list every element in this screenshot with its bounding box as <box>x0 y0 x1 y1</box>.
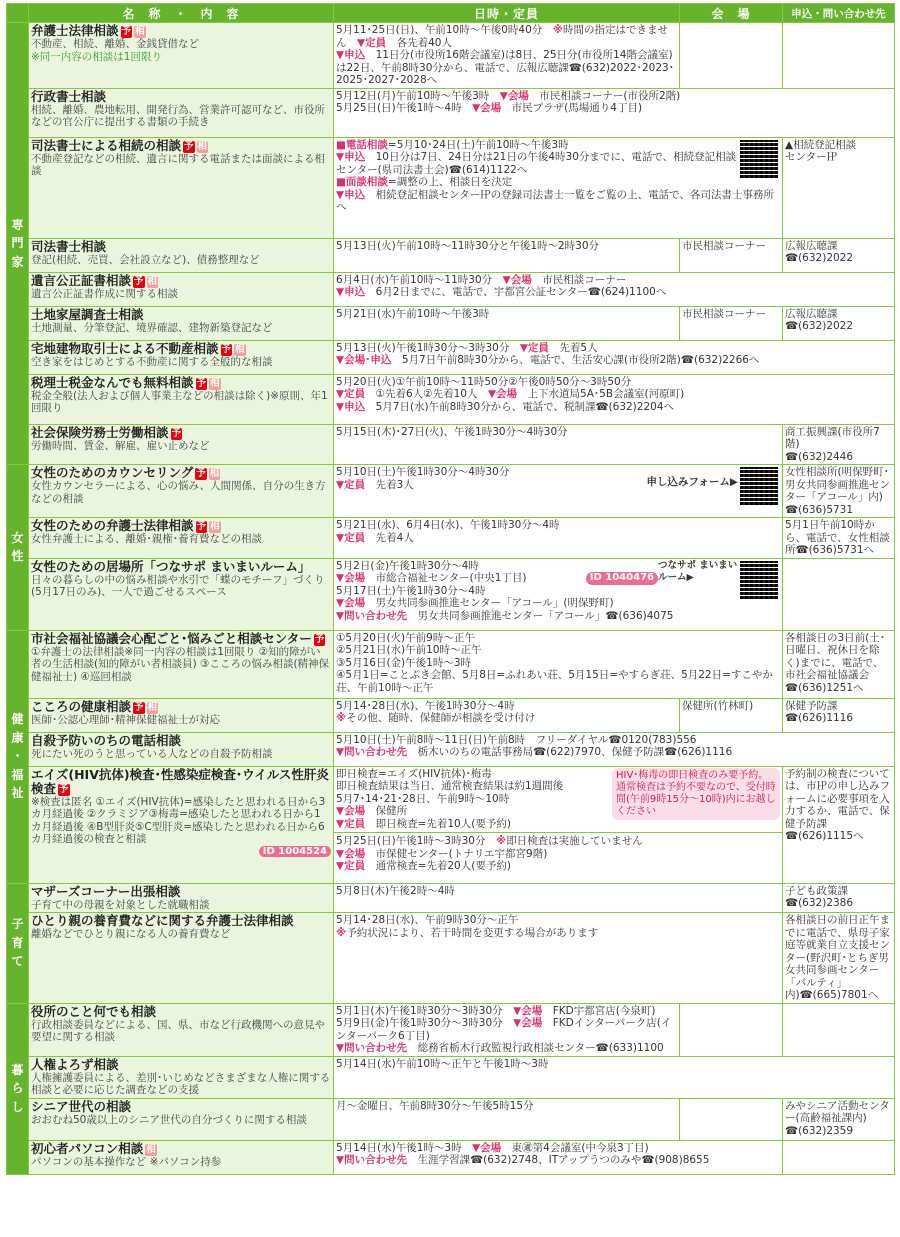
qr-code-icon[interactable] <box>740 140 778 178</box>
form-link[interactable]: 申し込みフォーム▶ <box>646 476 738 488</box>
row-contact-cell <box>783 306 895 340</box>
row-desc: 不動産、相続、離婚、金銭貸借など <box>31 38 199 50</box>
contact-line: 予約制の検査については、市㏋の申し込みフォームに必要事項を入力するか、電話で、保健予防課☎(626)1115へ <box>785 767 890 842</box>
row-name-cell <box>29 732 334 766</box>
row-detail-cell <box>334 1056 895 1098</box>
row-contact-cell <box>783 766 895 883</box>
qr-code-icon[interactable] <box>740 467 778 505</box>
header-venue: 会 場 <box>680 4 783 23</box>
header-blank <box>7 4 29 23</box>
row-title-text: 女性のための弁護士法律相談 <box>31 518 194 533</box>
reservation-badge: 予 <box>196 521 207 532</box>
contact-line: ▲相続登記相談 <box>785 138 857 151</box>
row-name-cell <box>29 306 334 340</box>
row-title-text: 行政書士相談 <box>31 88 107 104</box>
category-josei <box>7 465 29 631</box>
detail-line: 5月11･25日(日)、午前10時～午後0時40分 ※時間の指定はできません ▼定員 各先着40人 <box>336 24 668 49</box>
contact-line: ☎(632)2359 <box>785 1124 854 1137</box>
consult-badge: 相 <box>210 521 220 532</box>
category-kurashi <box>7 1003 29 1174</box>
detail-line: 5月21日(水)午前10時～午後3時 <box>336 307 490 320</box>
reservation-badge: 予 <box>184 140 194 152</box>
row-name-cell <box>29 630 334 698</box>
detail-line: 5月15日(木)･27日(火)、午後1時30分～4時30分 <box>336 425 568 438</box>
table-row <box>7 306 895 340</box>
consult-badge: 相 <box>135 26 145 37</box>
row-title-text: 人権よろず相談 <box>31 1056 119 1072</box>
row-desc: 行政相談委員などによる、国、県、市など行政機関への意見や要望に関する相談 <box>31 1018 325 1043</box>
row-title <box>31 139 331 153</box>
consult-badge: 相 <box>235 343 245 355</box>
row-desc: 土地測量、分筆登記、境界確認、建物新築登記など <box>31 321 273 334</box>
reservation-badge: 予 <box>171 427 182 439</box>
category-char: 性 <box>11 549 24 564</box>
row-name-cell <box>29 913 334 1004</box>
row-title <box>31 768 331 796</box>
detail-line: ▼会場･申込 5月7日午前8時30分から、電話で、生活安心課(市役所2階)☎(632)2266へ <box>336 354 760 366</box>
row-detail-cell <box>334 766 783 883</box>
row-contact-cell <box>783 698 895 732</box>
row-venue-cell <box>680 1098 783 1140</box>
category-char: 育 <box>11 935 24 950</box>
row-venue-cell: 市民相談コーナー <box>680 238 783 272</box>
table-row <box>7 883 895 913</box>
row-name-cell <box>29 23 334 89</box>
row-title <box>31 240 331 254</box>
row-name-cell <box>29 1140 334 1174</box>
detail-line: 5月10日(土)午前8時～11日(日)午前8時 フリーダイヤル☎0120(783)556 <box>336 733 697 746</box>
row-contact-cell <box>783 238 895 272</box>
row-desc: 空き家をはじめとする不動産に関する全般的な相談 <box>31 355 273 368</box>
detail-line: 5月8日(木)午後2時～4時 <box>336 884 455 897</box>
row-title <box>31 274 331 288</box>
contact-line: ☎(632)2022 <box>785 320 854 332</box>
row-title <box>31 426 331 440</box>
row-name-cell <box>29 883 334 913</box>
detail-line: 5月25日(日)午後1時～4時 ▼会場 市民プラザ(馬場通り4丁目) <box>336 102 643 114</box>
row-title-text: 土地家屋調査士相談 <box>31 306 144 322</box>
table-row <box>7 340 895 374</box>
row-contact-cell <box>783 1003 895 1056</box>
category-char: 門 <box>11 236 24 251</box>
contact-line: 女性相談所(明保野町･男女共同参画推進センター「アコール」内) <box>785 466 890 503</box>
detail-line: 5月21日(水)、6月4日(水)、午後1時30分～4時 <box>336 519 560 531</box>
reservation-badge: 予 <box>134 701 144 713</box>
row-detail-cell <box>334 465 783 518</box>
contact-line: センター㏋ <box>785 151 838 163</box>
detail-line: 6月4日(水)午前10時～11時30分 ▼会場 市民相談コーナー <box>336 273 627 286</box>
row-title-text: 社会保険労務士労働相談 <box>31 424 169 440</box>
table-row <box>7 558 895 630</box>
table-row <box>7 1056 895 1098</box>
detail-line: ■面談相談=調整の上、相談日を決定 <box>336 176 513 188</box>
detail-line: 5月12日(月)午前10時～午後3時 ▼会場 市民相談コーナー(市役所2階) <box>336 89 681 102</box>
detail-line: ▼定員 即日検査=先着10人(要予約) <box>336 817 511 830</box>
row-desc: 離婚などでひとり親になる人の養育費など <box>31 928 231 940</box>
row-title-text: 宅地建物取引士による不動産相談 <box>31 340 219 356</box>
category-char: ・ <box>11 749 24 764</box>
row-desc: 子育て中の母親を対象とした就職相談 <box>31 898 210 911</box>
row-title <box>31 342 331 356</box>
detail-line: ▼申込 5月7日(水)午前8時30分から、電話で、税制課☎(632)2204へ <box>336 400 674 413</box>
row-title <box>31 466 331 480</box>
row-desc: おおむね50歳以上のシニア世代の自分づくりに関する相談 <box>31 1113 307 1126</box>
row-name-cell <box>29 518 334 559</box>
detail-line: ▼問い合わせ先 男女共同参画推進センター「アコール」☎(636)4075 <box>336 609 674 622</box>
detail-line: 5月25日(日)午後1時～3時30分 ※即日検査は実施していません <box>336 835 643 847</box>
category-char: 健 <box>11 712 24 727</box>
contact-line: 5月1日午前10時から、電話で、女性相談所☎(636)5731へ <box>785 519 890 556</box>
consult-badge: 相 <box>197 140 208 152</box>
table-row <box>7 630 895 698</box>
row-venue-cell <box>680 1003 783 1056</box>
detail-line: ▼申込 6月2日までに、電話で、宇都宮公証センター☎(624)1100へ <box>336 286 667 298</box>
detail-divider <box>334 832 782 833</box>
row-desc: 登記(相続、売買、会社設立など)、債務整理など <box>31 253 260 266</box>
row-title-text: 司法書士相談 <box>31 238 107 254</box>
detail-line: ▼申込 10日分は7日、24日分は21日の午後4時30分までに、電話で、相続登記相談センター(県司法書士会)☎(614)1122へ <box>336 151 737 176</box>
row-detail-cell <box>334 424 783 465</box>
contact-line: みやシニア活動センター(高齢福祉課内) <box>785 1099 890 1124</box>
row-detail-cell <box>334 1140 783 1174</box>
detail-line: ▼会場 保健所 <box>336 805 408 817</box>
detail-line: ▼問い合わせ先 総務省栃木行政監視行政相談センター☎(633)1100 <box>336 1042 664 1054</box>
category-char: し <box>11 1099 24 1114</box>
row-desc: 死にたい死のうと思っている人などの自殺予防相談 <box>31 747 273 760</box>
row-detail-cell <box>334 630 783 698</box>
consultation-table <box>6 3 895 1175</box>
detail-line: ▼問い合わせ先 栃木いのちの電話事務局☎(622)7970、保健予防課☎(626)1116 <box>336 746 733 758</box>
row-detail-cell <box>334 340 895 374</box>
row-contact-cell <box>783 1140 895 1174</box>
detail-line: 5月9日(金)午後1時30分～3時30分 ▼会場 FKDインターパーク店(インターパーク6丁目) <box>336 1017 672 1042</box>
table-row <box>7 518 895 559</box>
contact-line: 広報広聴課 <box>785 307 838 320</box>
row-title <box>31 560 331 574</box>
row-detail-cell <box>334 272 895 306</box>
row-title-text: 自殺予防いのちの電話相談 <box>31 732 182 748</box>
row-desc: 労働時間、賃金、解雇、雇い止めなど <box>31 439 210 452</box>
row-contact-cell <box>783 883 895 913</box>
table-row <box>7 238 895 272</box>
row-contact-cell <box>783 518 895 559</box>
row-title <box>31 90 331 104</box>
category-char: ら <box>11 1081 24 1096</box>
table-row <box>7 766 895 883</box>
row-desc: 人権擁護委員による、差別･いじめなどさまざまな人権に関する相談と必要に応じた調査などの支援 <box>31 1071 331 1096</box>
reservation-badge: 予 <box>59 783 69 795</box>
detail-line: 5月14･28日(水)、午前9時30分～正午 <box>336 914 519 926</box>
detail-line: ③5月16日(金)午後1時～3時 <box>336 656 472 669</box>
row-detail-cell <box>334 913 783 1004</box>
qr-code-icon[interactable] <box>740 561 778 599</box>
reservation-badge: 予 <box>121 26 132 37</box>
detail-line: ※予約状況により、若干時間を変更する場合があります <box>336 926 599 939</box>
row-title-text: 税理士税金なんでも無料相談 <box>31 374 194 390</box>
row-detail-cell <box>334 1003 680 1056</box>
row-title-text: 弁護士法律相談 <box>31 23 119 38</box>
row-desc-note: ※同一内容の相談は1回限り <box>31 50 162 63</box>
row-detail-cell <box>334 558 783 630</box>
category-char: 専 <box>11 217 24 232</box>
category-char: 暮 <box>11 1062 24 1077</box>
detail-line: ▼会場 男女共同参画推進センター「アコール」(明保野町) <box>336 597 614 609</box>
row-title-text: 役所のこと何でも相談 <box>31 1003 157 1019</box>
row-name-cell <box>29 1003 334 1056</box>
row-name-cell <box>29 558 334 630</box>
table-row <box>7 1098 895 1140</box>
row-desc: 税金全般(法人および個人事業主などの相談は除く)※原則、年1回限り <box>31 389 328 414</box>
row-contact-cell <box>783 137 895 238</box>
reservation-badge: 予 <box>134 275 144 287</box>
header-datetime: 日時・定員 <box>334 4 680 23</box>
table-row <box>7 1003 895 1056</box>
row-desc: ①弁護士の法律相談※同一内容の相談は1回限り ②知的障がい者の生活相談(知的障がい者相談員) ③こころの悩み相談(精神保健福祉士) ④巡回相談 <box>31 645 330 683</box>
row-title-text: シニア世代の相談 <box>31 1098 132 1114</box>
detail-line: 5月13日(火)午後1時30分～3時30分 ▼定員 先着5人 <box>336 341 598 354</box>
table-row <box>7 465 895 518</box>
detail-line: 即日検査結果は当日、通常検査結果は約1週間後 <box>336 780 564 792</box>
page-id-badge: ID 1040476 <box>586 572 658 585</box>
row-venue-cell: 市民相談コーナー <box>680 306 783 340</box>
reservation-badge: 予 <box>196 377 207 389</box>
detail-line: ④5月1日=ことぶき会館、5月8日=ふれあい荘、5月15日=やすらぎ荘、5月22日=すこやか荘、午前10時～正午 <box>336 669 773 694</box>
row-detail-cell <box>334 698 680 732</box>
row-contact-cell <box>783 424 895 465</box>
row-desc: 日々の暮らしの中の悩み相談や水引で「蝶のモチーフ」づくり(5月17日のみ)、一人で過ごせるスペース <box>31 573 325 598</box>
detail-line: 月～金曜日、午前8時30分～午後5時15分 <box>336 1099 534 1112</box>
detail-line: ▼申込 11日分(市役所16階会議室)は8日、25日分(市役所14階会議室)は22日、午前8時30分から、電話で、広報広聴課☎(632)2022･2023･2025･2027･2028へ <box>336 49 674 86</box>
row-contact-cell <box>783 465 895 518</box>
table-row <box>7 23 895 89</box>
detail-line: 5月7･14･21･28日、午前9時～10時 <box>336 792 510 805</box>
row-title <box>31 885 331 899</box>
category-char: 康 <box>11 730 24 745</box>
detail-line: ▼定員 通常検査=先着20人(要予約) <box>336 860 511 872</box>
consult-badge: 相 <box>147 275 158 287</box>
consult-badge: 相 <box>210 377 220 389</box>
detail-line: ▼問い合わせ先 生涯学習課☎(632)2748、ITアップうつのみや☎(908)8655 <box>336 1154 710 1166</box>
detail-line: ①5月20日(火)午前9時～正午 <box>336 631 475 644</box>
table-row <box>7 137 895 238</box>
row-name-cell <box>29 698 334 732</box>
row-desc: 遺言公正証書作成に関する相談 <box>31 287 178 300</box>
row-title-text: 遺言公正証書相談 <box>31 272 132 288</box>
row-name-cell <box>29 766 334 883</box>
row-title-text: 女性のためのカウンセリング <box>31 465 194 480</box>
detail-line: 5月20日(火)①午前10時～11時50分②午後0時50分～3時50分 <box>336 375 632 388</box>
contact-line: 子ども政策課☎(632)2386 <box>785 884 854 909</box>
table-row <box>7 913 895 1004</box>
row-detail-cell <box>334 518 783 559</box>
row-desc: ※検査は匿名 ①エイズ(HIV抗体)=感染したと思われる日から3カ月経過後 ②クラミジア③梅毒=感染したと思われる日から1カ月経過後 ④B型肝炎⑤C型肝炎=感染したと思われる日から6カ月経過後の検査と相談 <box>31 795 326 845</box>
detail-line: 即日検査=エイズ(HIV抗体)･梅毒 <box>336 767 492 780</box>
detail-line: ▼定員 ①先着6人②先着10人 ▼会場 上下水道局5A･5B会議室(河原町) <box>336 388 685 400</box>
detail-line: ②5月21日(水)午前10時～正午 <box>336 644 482 656</box>
row-title-text: 市社会福祉協議会心配ごと･悩みごと相談センター <box>31 630 312 646</box>
category-char: 福 <box>11 767 24 782</box>
detail-line: 5月13日(火)午前10時～11時30分と午後1時～2時30分 <box>336 239 600 252</box>
contact-line: 広報広聴課 <box>785 239 838 252</box>
row-name-cell <box>29 465 334 518</box>
contact-line: ☎(632)2022 <box>785 252 854 264</box>
header-contact: 申込・問い合わせ先 <box>783 4 895 23</box>
row-desc: 女性カウンセラーによる、心の悩み、人間関係、自分の生き方などの相談 <box>31 480 326 505</box>
contact-line: 各相談日の前日正午までに電話で、県母子家庭等就業自立支援センター(野沢町･とちぎ男女共同参画センター「パルティ」内)☎(665)7801へ <box>785 914 890 1001</box>
row-title-text: エイズ(HIV抗体)検査･性感染症検査･ウイルス性肝炎検査 <box>31 766 329 796</box>
category-char: 家 <box>11 254 24 269</box>
hiv-note: HIV･梅毒の即日検査のみ要予約。通常検査は予約不要なので、受付時間(午前9時15分～10時)内にお越しください <box>612 768 780 820</box>
row-name-cell <box>29 1098 334 1140</box>
row-desc: パソコンの基本操作など ※パソコン持参 <box>31 1155 222 1168</box>
row-detail-cell <box>334 1098 680 1140</box>
detail-line: 5月10日(土)午後1時30分～4時30分 <box>336 466 510 478</box>
room-link[interactable]: つなサポ まいまいルーム▶ <box>658 559 738 583</box>
row-detail-cell <box>334 374 895 424</box>
detail-line: ▼会場 市保健センター(トナリエ宇都宮9階) <box>336 847 548 860</box>
detail-line: 5月2日(金)午後1時30分～4時 <box>336 559 479 572</box>
row-name-cell <box>29 272 334 306</box>
contact-line: 保健予防課 <box>785 699 838 712</box>
row-desc: 不動産登記などの相続、遺言に関する電話または面談による相談 <box>31 152 325 177</box>
row-desc: 相続、離婚、農地転用、開発行為、営業許可認可など、市役所などの官公庁に提出する書類の手続き <box>31 103 325 128</box>
row-title <box>31 914 331 928</box>
row-detail-cell <box>334 732 895 766</box>
table-row <box>7 88 895 137</box>
row-detail-cell <box>334 306 680 340</box>
detail-line: ■電話相談=5月10･24日(土)午前10時～午後3時 <box>336 138 569 151</box>
row-venue-cell: 保健所(竹林町) <box>680 698 783 732</box>
detail-line: ▼定員 先着3人 <box>336 478 414 491</box>
row-title <box>31 519 331 533</box>
row-name-cell <box>29 340 334 374</box>
row-name-cell <box>29 424 334 465</box>
category-kenko <box>7 630 29 883</box>
detail-line: ※その他、随時、保健師が相談を受け付け <box>336 712 536 724</box>
consult-badge: 相 <box>147 701 158 713</box>
row-title-text: 初心者パソコン相談 <box>31 1140 144 1156</box>
contact-line: ☎(632)2446 <box>785 450 854 463</box>
category-char: 祉 <box>11 786 24 801</box>
row-name-cell <box>29 1056 334 1098</box>
row-title <box>31 1005 331 1019</box>
row-title <box>31 734 331 748</box>
row-title <box>31 376 331 390</box>
detail-line: ▼会場 市総合福祉センター(中央1丁目) <box>336 572 527 584</box>
row-contact-cell <box>783 23 895 89</box>
row-contact-cell <box>783 558 895 630</box>
row-detail-cell <box>334 137 783 238</box>
table-row <box>7 1140 895 1174</box>
row-title-text: マザーズコーナー出張相談 <box>31 883 181 899</box>
table-row <box>7 272 895 306</box>
reservation-badge: 予 <box>314 633 325 645</box>
row-name-cell <box>29 88 334 137</box>
category-senmon <box>7 23 29 465</box>
row-title <box>31 24 331 38</box>
header-name: 名 称 ・ 内 容 <box>29 4 334 23</box>
consult-badge: 相 <box>146 1143 156 1155</box>
detail-line: 5月14日(水)午後1時～3時 ▼会場 東㊜第4会議室(中今泉3丁目) <box>336 1141 649 1154</box>
contact-line: ☎(626)1116 <box>785 712 854 724</box>
row-contact-cell <box>783 1098 895 1140</box>
row-desc: 医師･公認心理師･精神保健福祉士が対応 <box>31 713 220 726</box>
row-title-text: 女性のための居場所「つなサポ まいまいルーム」 <box>31 558 311 574</box>
table-row <box>7 732 895 766</box>
detail-line: 5月14･28日(水)、午後1時30分～4時 <box>336 699 515 712</box>
row-title <box>31 1058 331 1072</box>
table-row <box>7 424 895 465</box>
detail-line: 5月17日(土)午後1時30分～4時 <box>336 584 486 597</box>
detail-line: ▼定員 先着4人 <box>336 531 414 544</box>
row-contact-cell <box>783 630 895 698</box>
row-title <box>31 700 331 714</box>
contact-line: ☎(636)5731 <box>785 503 854 516</box>
detail-line: 5月14日(水)午前10時～正午と午後1時～3時 <box>336 1057 549 1070</box>
contact-line: 商工振興課(市役所7階) <box>785 425 880 450</box>
category-char: 女 <box>11 530 24 545</box>
reservation-badge: 予 <box>196 468 206 479</box>
category-char: 子 <box>11 917 24 932</box>
category-char: て <box>11 954 24 969</box>
category-kosodate <box>7 883 29 1003</box>
reservation-badge: 予 <box>221 343 232 355</box>
row-name-cell <box>29 238 334 272</box>
detail-line: ▼申込 相続登記相談センター㏋の登録司法書士一覧をご覧の上、電話で、各司法書士事務所へ <box>336 188 774 213</box>
row-detail-cell <box>334 88 895 137</box>
page-id-badge: ID 1004524 <box>259 846 331 857</box>
row-name-cell <box>29 374 334 424</box>
table-row <box>7 698 895 732</box>
row-title <box>31 308 331 322</box>
detail-line: 5月1日(木)午後1時30分～3時30分 ▼会場 FKD宇都宮店(今泉町) <box>336 1004 656 1017</box>
row-title <box>31 632 331 646</box>
row-contact-cell <box>783 913 895 1004</box>
row-title-text: ひとり親の養育費などに関する弁護士法律相談 <box>31 913 294 928</box>
row-name-cell <box>29 137 334 238</box>
row-title <box>31 1100 331 1114</box>
consult-badge: 相 <box>209 468 220 479</box>
row-detail-cell <box>334 238 680 272</box>
contact-line: 各相談日の3日前(土･日曜日、祝休日を除く)までに、電話で、市社会福祉協議会☎(636)1251へ <box>785 631 886 694</box>
row-title-text: こころの健康相談 <box>31 698 132 714</box>
row-detail-cell <box>334 23 680 89</box>
row-title-text: 司法書士による相続の相談 <box>31 137 182 153</box>
table-row <box>7 374 895 424</box>
header-row <box>7 4 895 23</box>
row-venue-cell <box>680 23 783 89</box>
row-desc: 女性弁護士による、離婚･親権･養育費などの相談 <box>31 533 262 545</box>
row-detail-cell <box>334 883 783 913</box>
row-title <box>31 1142 331 1156</box>
